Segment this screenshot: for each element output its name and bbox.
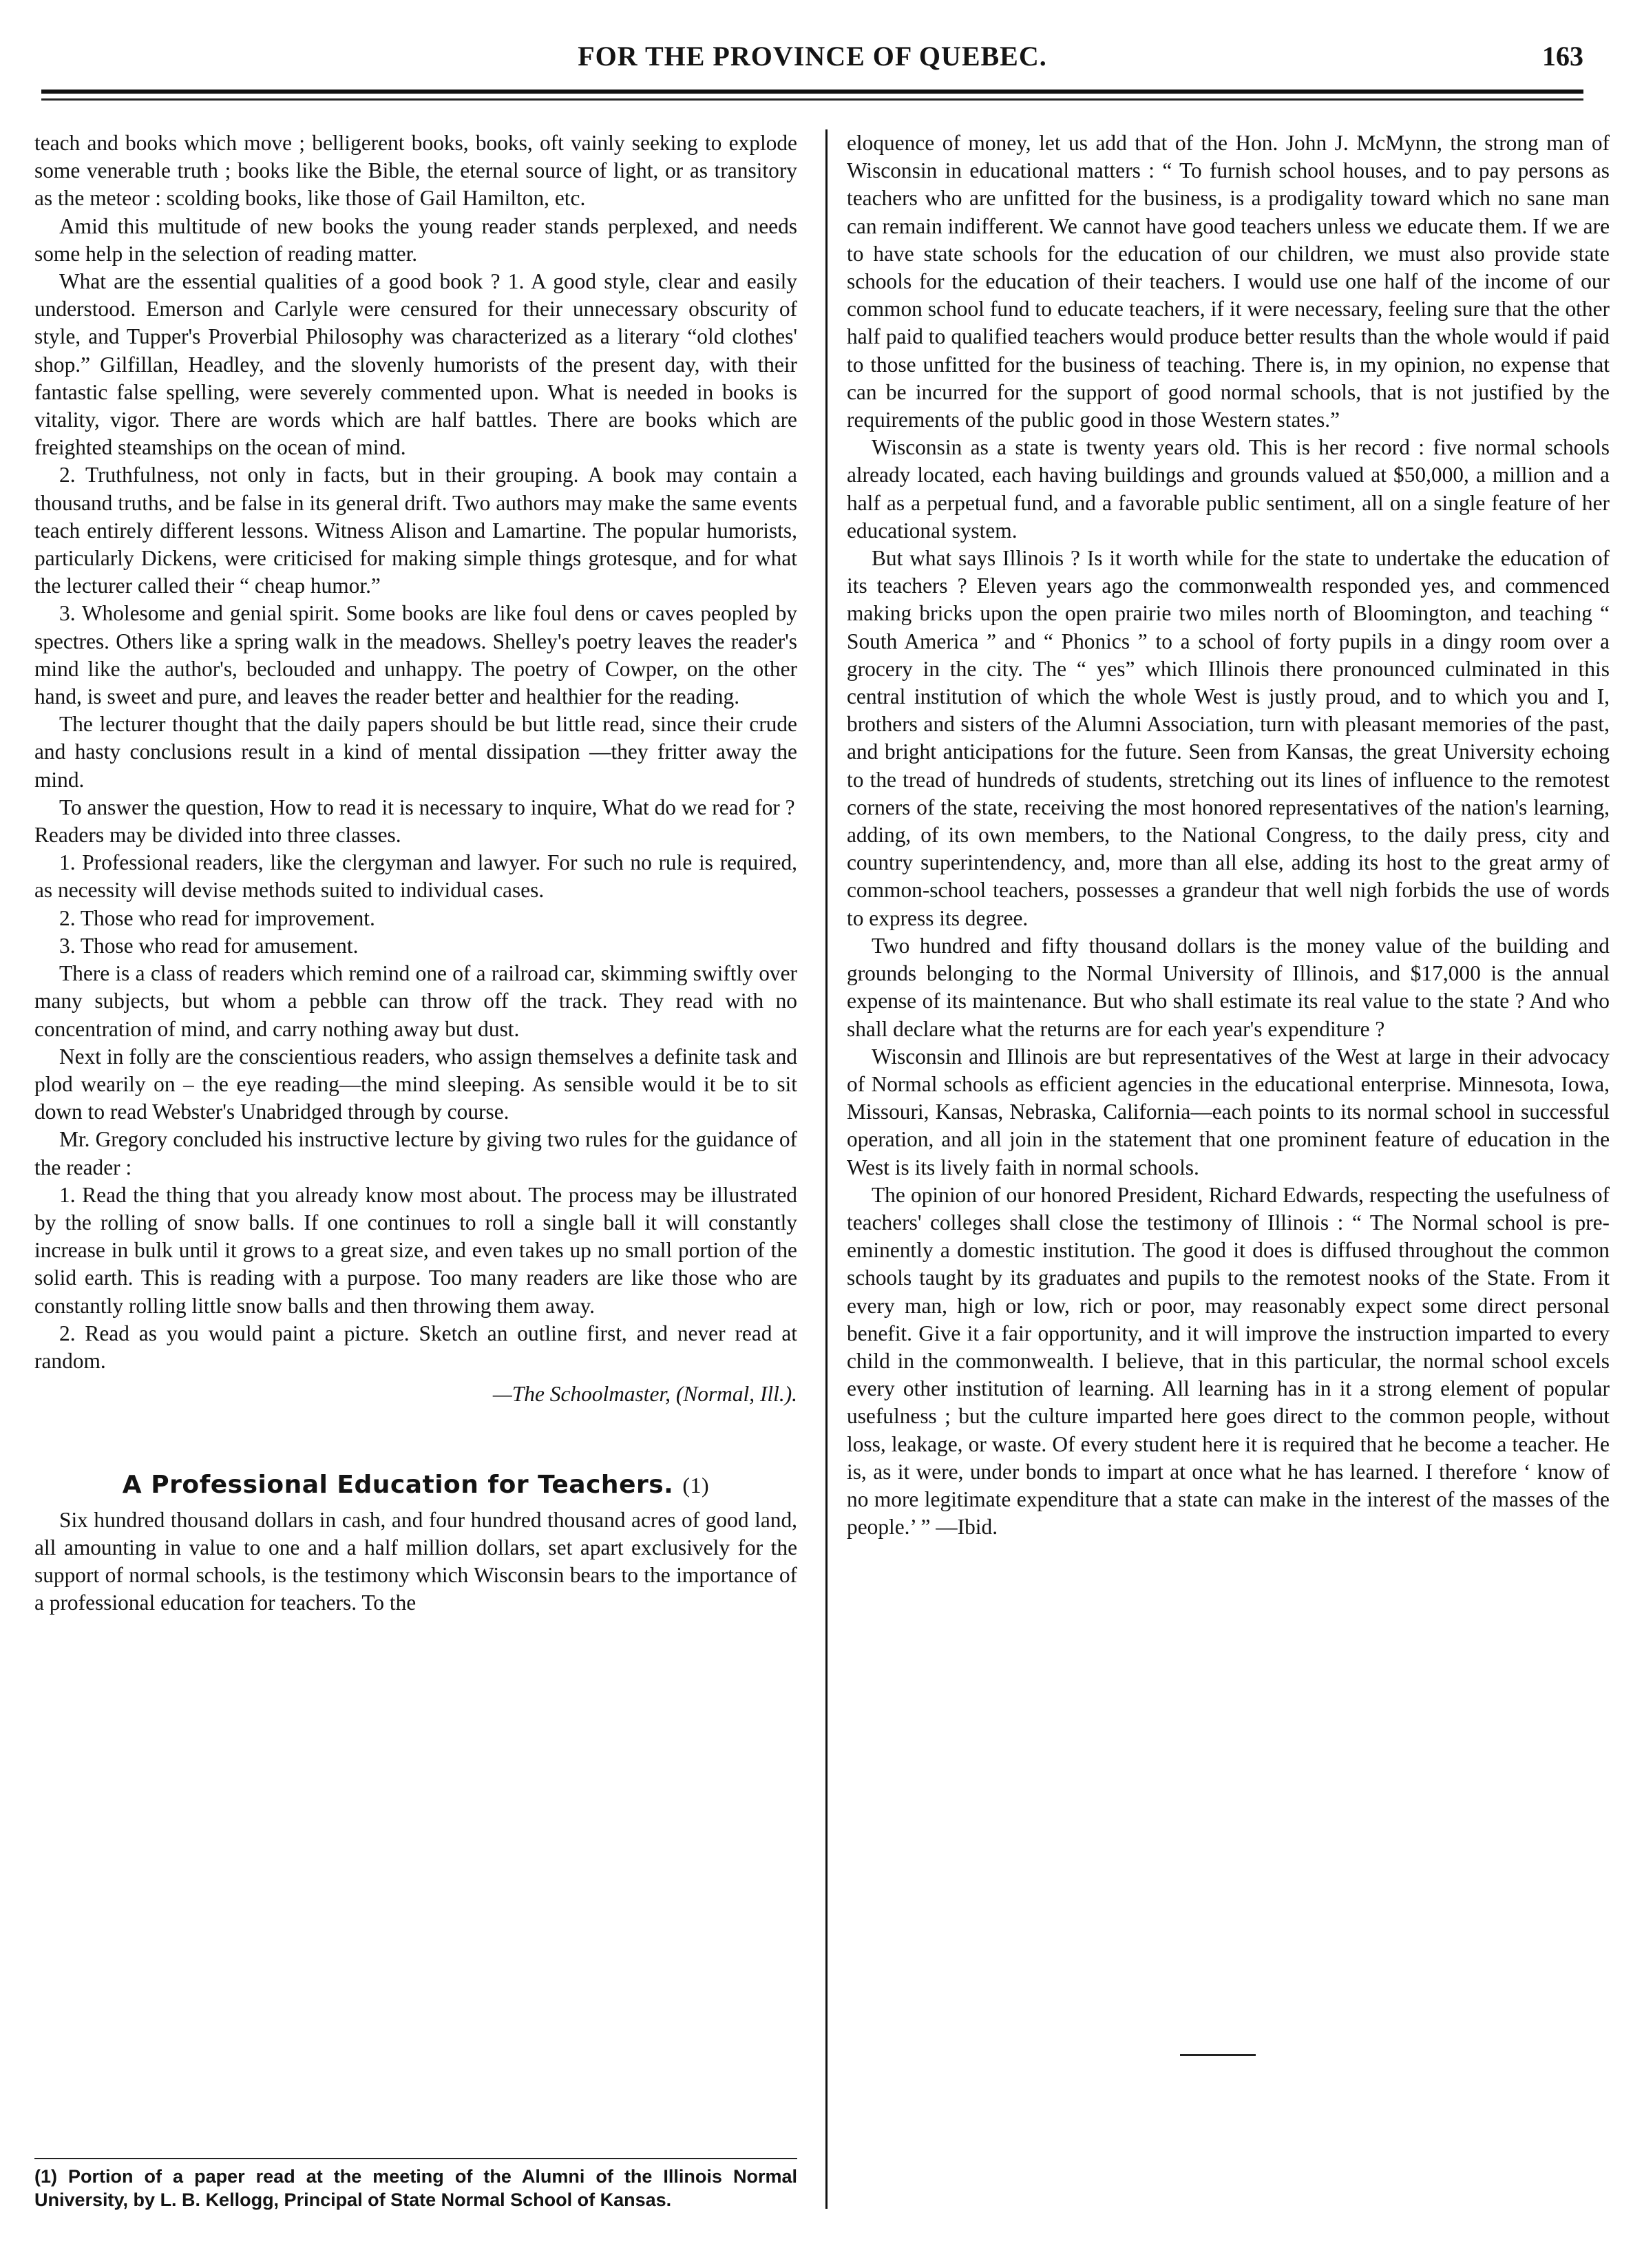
paragraph: What are the essential qualities of a good book ? 1. A good style, clear and easily understood. Emerson and Carlyle were censured for their unnecessary obscurity of style, and Tupper's Proverbial Philosophy was characterized as a literary “old clothes' shop.” Gilfillan, Headley, and the slovenly humorists of the present day, with their fantastic false spelling, were severely commented upon. What is needed in books is vitality, vigor. There are words which are half battles. There are books which are freighted steamships on the ocean of mind. — [34, 269, 797, 460]
paragraph: Wisconsin as a state is twenty years old. This is her record : five normal schools already located, each having buildings and grounds valued at $50,000, a million and a half as a perpetual fund, and a favorable public sentiment, all on a single feature of her educational system. — [847, 435, 1610, 543]
paragraph: 3. Those who read for amusement. — [59, 933, 359, 958]
page-number: 163 — [1542, 41, 1583, 72]
footnote — [34, 2165, 797, 2212]
paragraph: teach and books which move ; belligerent books, books, oft vainly seeking to explode some venerable truth ; books like the Bible, the eternal source of light, or as transitory as the meteor : scolding books, like those of Gail Hamilton, etc. — [34, 131, 797, 211]
header-rule-thin — [41, 98, 1583, 101]
running-head-title: FOR THE PROVINCE OF QUEBEC. — [578, 41, 1047, 72]
paragraph: The opinion of our honored President, Richard Edwards, respecting the usefulness of teachers' colleges shall close the testimony of Illinois : “ The Normal school is pre-eminently a domestic institution. The good it does is diffused throughout the common schools taught by its graduates and pupils to the remotest nooks of the State. From it every man, high or low, rich or poor, may reasonably expect some direct personal benefit. Give it a fair opportunity, and it will improve the instruction imparted to every child in the commonwealth. I believe, that in this particular, the normal school excels every other institution of learning. All learning has in it a strong element of popular usefulness ; but the culture imparted here goes direct to the common people, without loss, leakage, or waste. Of every student here it is required that he become a teacher. He is, as it were, under bonds to impart at once what he has learned. I therefore ‘ know of no more legitimate expenditure that a state can make in the interest of the masses of the people.’ ” —Ibid. — [847, 1182, 1610, 1540]
paragraph: 1. Read the thing that you already know most about. The process may be illustrated by the rolling of snow balls. If one continues to roll a single ball it will constantly increase in bulk until it grows to a great size, and even takes up no small portion of the solid earth. This is reading with a purpose. Too many readers are like those who are constantly rolling little snow balls and then throwing them away. — [34, 1182, 797, 1318]
paragraph: But what says Illinois ? Is it worth while for the state to undertake the education of its teachers ? Eleven years ago the commonwealth responded yes, and commenced making bricks upon the open prairie two miles north of Bloomington, and teaching “ South America ” and “ Phonics ” to a school of forty pupils in a dingy room over a grocery in the city. The “ yes” which Illinois there pronounced culminated in this central institution of which the whole West is justly proud, and to which you and I, brothers and sisters of the Alumni Association, turn with pleasant memories of the past, and bright anticipations for the future. Seen from Kansas, the great University echoing to the tread of hundreds of students, stretching out its lines of influence to the remotest corners of the state, receiving the most honored representatives of the nation's learning, adding, of its own members, to the National Congress, to the daily press, city and country superintendency, and, more than all else, adding its host to the great army of common-school teachers, possesses a grandeur that well nigh forbids the use of words to express its degree. — [847, 546, 1610, 930]
paragraph: eloquence of money, let us add that of the Hon. John J. McMynn, the strong man of Wisconsin in educational matters : “ To furnish school houses, and to pay persons as teachers who are unfitted for the business, is a prodigality toward which no sane man can remain indifferent. We cannot have good teachers unless we educate them. If we are to have state schools for the education of our children, we must also provide state schools for the education of their teachers. I would use one half of the income of our common school fund to educate teachers, if it were necessary, feeling sure that the other half paid to qualified teachers would produce better results than the whole would if paid to those unfitted for the business of teaching. There is, in my opinion, no expense that can be incurred for the support of good normal schools, that is not justified by the requirements of the public good in those Western states.” — [847, 131, 1610, 432]
paragraph: Next in folly are the conscientious readers, who assign themselves a definite task and plod wearily on – the eye reading—the mind sleeping. As sensible would it be to sit down to read Webster's Unabridged through by course. — [34, 1044, 797, 1124]
paragraph: To answer the question, How to read it is necessary to inquire, What do we read for ? — [59, 795, 795, 819]
paragraph: Amid this multitude of new books the young reader stands perplexed, and needs some help in the selection of reading matter. — [34, 213, 797, 266]
paragraph: 2. Those who read for improvement. — [59, 905, 375, 930]
header-rule-thick — [41, 90, 1583, 94]
footnote-mark: (1) — [34, 2166, 57, 2187]
paragraph: 3. Wholesome and genial spirit. Some books are like foul dens or caves peopled by spectres. Others like a spring walk in the meadows. Shelley's poetry leaves the reader's mind like the author's, beclouded and unhappy. The poetry of Cowper, on the other hand, is sweet and pure, and leaves the reader better and healthier for the reading. — [34, 601, 797, 709]
signature — [34, 1380, 797, 1408]
article-end-rule — [1180, 2054, 1256, 2056]
left-column — [34, 129, 797, 2181]
page-header — [41, 40, 1583, 78]
paragraph: 2. Truthfulness, not only in facts, but in their grouping. A book may contain a thousand truths, and be false in its general drift. Two authors may make the same events teach entirely different lessons. Witness Alison and Lamartine. The popular humorists, particularly Dickens, were criticised for making simple things grotesque, and for what the lecturer called their “ cheap humor.” — [34, 463, 797, 598]
paragraph: Six hundred thousand dollars in cash, and four hundred thousand acres of good land, all amounting in value to one and a half million dollars, set apart exclusively for the support of normal schools, is the testimony which Wisconsin bears to the importance of a professional education for teachers. To the — [34, 1507, 797, 1615]
paragraph: Wisconsin and Illinois are but representatives of the West at large in their advocacy of Normal schools as efficient agencies in the educational enterprise. Minnesota, Iowa, Missouri, Kansas, Nebraska, California—each points to its normal school in successful operation, and all join in the statement that one prominent feature of education in the West is its lively faith in normal schools. — [847, 1044, 1610, 1179]
section-heading-text: A Professional Education for Teachers. — [122, 1471, 674, 1500]
paragraph: Readers may be divided into three classes. — [34, 823, 401, 848]
column-divider — [825, 129, 828, 2209]
section-heading — [34, 1471, 797, 1499]
footnote-rule — [34, 2158, 797, 2159]
footnote-text: Portion of a paper read at the meeting of the Alumni of the Illinois Normal University, by L. B. Kellogg, Principal of State Normal School of Kansas. — [34, 2166, 797, 2210]
paragraph: 2. Read as you would paint a picture. Sketch an outline first, and never read at random. — [34, 1321, 797, 1373]
right-column — [847, 129, 1610, 1630]
paragraph: The lecturer thought that the daily papers should be but little read, since their crude and hasty conclusions result in a kind of mental dissipation —they fritter away the mind. — [34, 712, 797, 792]
signature-text: —The Schoolmaster, (Normal, Ill.). — [492, 1382, 797, 1407]
paragraph: Two hundred and fifty thousand dollars is the money value of the building and grounds belonging to the Normal University of Illinois, and $17,000 is the annual expense of its maintenance. But who shall estimate its real value to the state ? And who shall declare what the returns are for each year's expenditure ? — [847, 933, 1610, 1041]
paragraph: Mr. Gregory concluded his instructive lecture by giving two rules for the guidance of the reader : — [34, 1127, 797, 1179]
paragraph: 1. Professional readers, like the clergyman and lawyer. For such no rule is required, as necessity will devise methods suited to individual cases. — [34, 850, 797, 903]
paragraph: There is a class of readers which remind one of a railroad car, skimming swiftly over many subjects, but whom a pebble can throw off the track. They read with no concentration of mind, and carry nothing away but dust. — [34, 961, 797, 1041]
footnote-reference: (1) — [682, 1473, 710, 1498]
